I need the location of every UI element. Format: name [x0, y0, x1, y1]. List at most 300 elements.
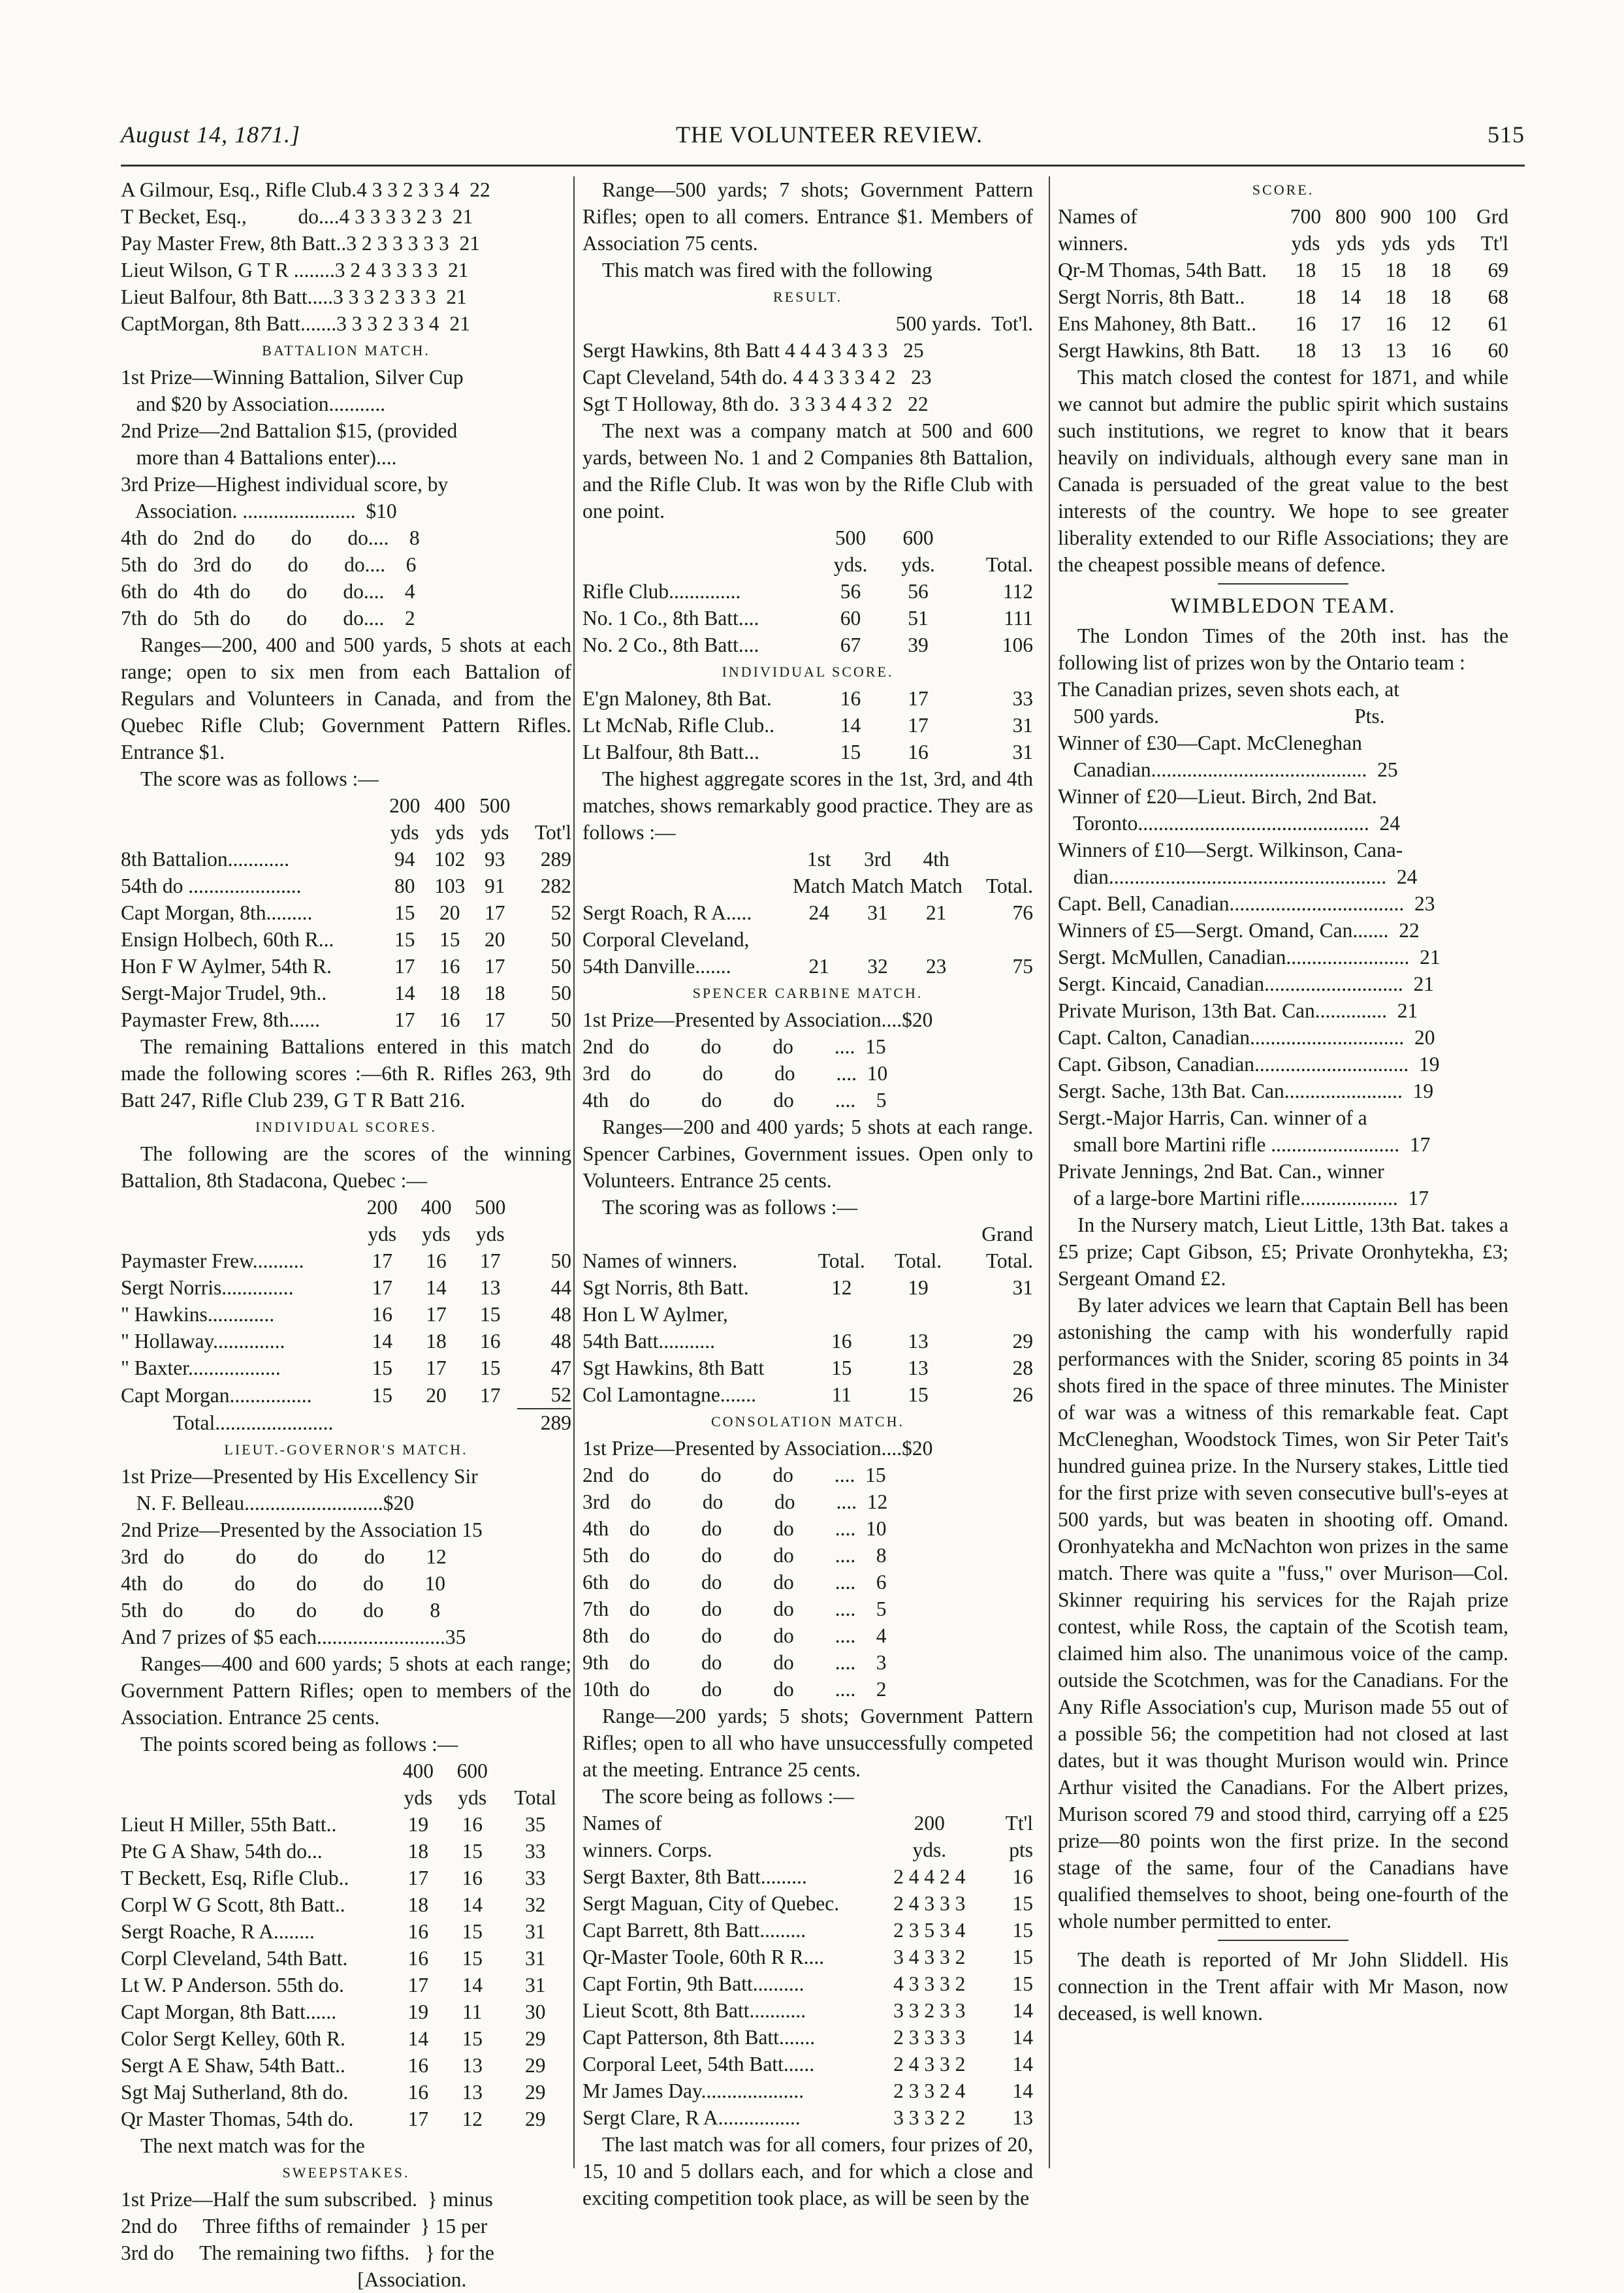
- table-cell: 17: [480, 1249, 501, 1272]
- table-cell: yds: [435, 821, 464, 844]
- table-cell: Capt Barrett, 8th Batt.........: [582, 1919, 806, 1942]
- article-title: WIMBLEDON TEAM.: [1170, 594, 1396, 618]
- prize-line: 2nd do Three fifths of remainder } 15 per: [121, 2215, 488, 2237]
- table-cell: 19: [407, 2000, 429, 2023]
- table-cell: Sergt Norris, 8th Batt..: [1058, 285, 1245, 308]
- prize-line: 2nd Prize—Presented by the Association 15: [121, 1518, 483, 1541]
- table-cell: Corpl W G Scott, 8th Batt..: [121, 1893, 345, 1916]
- paragraph: The score being as follows :—: [602, 1785, 854, 1808]
- table-cell: [409, 1409, 464, 1436]
- table-cell: 54th do ......................: [121, 874, 302, 897]
- table-header: [121, 819, 571, 846]
- table-header: [1058, 203, 1508, 230]
- table-row: [582, 899, 1033, 926]
- paragraph: In the Nursery match, Lieut Little, 13th Bat. takes a £5 prize; Capt Gibson, £5; Private Oronhytekha, £3; Sergeant Omand £2.: [1058, 1213, 1508, 1290]
- table-header: [582, 524, 1033, 551]
- paragraph: This match closed the contest for 1871, and while we cannot but admire the public spirit which sustains such institutions, we regret to know that it bears heavily on individuals, although every sane man in Canada is persuaded of the great value to the best interests of the country. We hope to see greater liberality extended to our Rifle Associations; they are the cheapest possible means of defence.: [1058, 366, 1508, 576]
- section-rule: [1218, 583, 1348, 585]
- table-row: [582, 1917, 1033, 1944]
- prize-line: Sergt.-Major Harris, Can. winner of a: [1058, 1106, 1367, 1129]
- table-row: [582, 1274, 1033, 1301]
- table-cell: 14: [1012, 2026, 1033, 2049]
- prize-line: Sergt. McMullen, Canadian........................ 21: [1058, 946, 1441, 969]
- table-cell: Names of: [1058, 205, 1138, 228]
- prize-line: 7th do do do .... 5: [582, 1597, 887, 1620]
- table-cell: Total.: [894, 1249, 942, 1272]
- table-cell: 31: [525, 1974, 546, 1996]
- table-cell: Sgt Hawkins, 8th Batt: [582, 1356, 765, 1379]
- table-row: [1058, 283, 1508, 310]
- table-cell: 17: [908, 687, 929, 710]
- table-cell: 91: [484, 874, 505, 897]
- prize-line: 1st Prize—Presented by Association....$20: [582, 1008, 933, 1031]
- table-row: [121, 873, 571, 899]
- table-cell: [517, 1221, 571, 1247]
- table-cell: 16: [462, 1813, 483, 1836]
- table-header: [121, 792, 571, 819]
- table-cell: Ens Mahoney, 8th Batt..: [1058, 312, 1257, 335]
- score-line: Sergt Hawkins, 8th Batt 4 4 4 3 4 3 3 25: [582, 339, 924, 362]
- table-cell: 48: [550, 1303, 571, 1326]
- table-row: [582, 1328, 1033, 1355]
- paragraph: The death is reported of Mr John Sliddell. His connection in the Trent affair with Mr Mason, now deceased, is well known.: [1058, 1948, 1508, 2025]
- table-cell: 60: [840, 607, 861, 630]
- table-cell: 2 4 3 3 3: [893, 1892, 966, 1915]
- table-header: [121, 1757, 571, 1784]
- table-cell: E'gn Maloney, 8th Bat.: [582, 687, 772, 710]
- header-page-number: 515: [1488, 121, 1525, 148]
- table-cell: 44: [550, 1276, 571, 1299]
- table-cell: 50: [550, 982, 571, 1004]
- table-cell: 17: [426, 1356, 447, 1379]
- table-header: [582, 1221, 1033, 1247]
- table-cell: 54th Batt...........: [582, 1330, 715, 1353]
- table-cell: 12: [1430, 312, 1452, 335]
- prize-line: And 7 prizes of $5 each.........................35: [121, 1626, 466, 1648]
- table-cell: Tt'l: [1480, 232, 1508, 255]
- table-cell: 15: [1012, 1972, 1033, 1995]
- table-cell: 14: [372, 1330, 392, 1353]
- table-cell: 20: [426, 1383, 447, 1407]
- table-cell: 11: [462, 2000, 483, 2023]
- table-cell: Grand: [981, 1223, 1033, 1245]
- table-row: [582, 953, 1033, 980]
- table-cell: [880, 1301, 956, 1328]
- table-cell: 24: [808, 901, 829, 924]
- prize-line: 2nd do do do .... 15: [582, 1035, 886, 1058]
- top-scores: [121, 176, 571, 337]
- table-row: [582, 632, 1033, 658]
- paragraph: The London Times of the 20th inst. has the following list of prizes won by the Ontario team :: [1058, 624, 1508, 674]
- table-header: [1058, 230, 1508, 257]
- page-header: [121, 121, 1525, 160]
- table-cell: 75: [1012, 955, 1033, 978]
- table-cell: 32: [867, 955, 888, 978]
- table-cell: 3 4 3 3 2: [893, 1946, 966, 1968]
- table-cell: 8th Battalion............: [121, 848, 290, 871]
- table-cell: [500, 1757, 571, 1784]
- table-cell: 30: [525, 2000, 546, 2023]
- table-cell: Sergt Norris..............: [121, 1276, 294, 1299]
- paragraph: The next match was for the: [140, 2134, 365, 2157]
- table-cell: yds: [1426, 232, 1456, 255]
- table-cell: 600: [902, 526, 934, 549]
- table-cell: Lieut H Miller, 55th Batt..: [121, 1813, 337, 1836]
- table-cell: 31: [525, 1920, 546, 1943]
- table-cell: 68: [1488, 285, 1508, 308]
- table-cell: 4 3 3 3 2: [893, 1972, 966, 1995]
- table-cell: [121, 792, 382, 819]
- table-cell: Sergt Roache, R A........: [121, 1920, 315, 1943]
- table-cell: Pte G A Shaw, 54th do...: [121, 1840, 323, 1863]
- table-cell: 15: [462, 1840, 483, 1863]
- company-table: [582, 524, 1033, 658]
- section-heading: LIEUT.-GOVERNOR'S MATCH.: [224, 1441, 468, 1458]
- table-cell: 14: [1012, 2079, 1033, 2102]
- table-cell: Sergt Baxter, 8th Batt.........: [582, 1865, 807, 1888]
- prize-line: 2nd do do do .... 15: [582, 1464, 886, 1486]
- table-row: [582, 1944, 1033, 1970]
- section-heading: CONSOLATION MATCH.: [710, 1413, 904, 1430]
- table-cell: 400: [434, 794, 466, 817]
- table-cell: 14: [426, 1276, 447, 1299]
- prize-line: 1st Prize—Winning Battalion, Silver Cup: [121, 366, 464, 389]
- paragraph: The next was a company match at 500 and 600 yards, between No. 1 and 2 Companies 8th Battalion, and the Rifle Club. It was won by the Rifle Club with one point.: [582, 419, 1033, 522]
- table-cell: 100: [1425, 205, 1457, 228]
- table-cell: 20: [439, 901, 460, 924]
- table-cell: yds.: [901, 553, 935, 576]
- total-row: [121, 1409, 571, 1436]
- prize-line: Sergt. Kincaid, Canadian........................... 21: [1058, 972, 1434, 995]
- table-cell: Tt'l: [1005, 1812, 1033, 1835]
- table-cell: 16: [439, 955, 460, 978]
- table-cell: yds.: [912, 1838, 947, 1861]
- prize-line: 6th do 4th do do do.... 4: [121, 580, 415, 603]
- table-cell: 20: [484, 928, 505, 951]
- table-cell: Col Lamontagne.......: [582, 1383, 756, 1406]
- table-cell: Sgt Norris, 8th Batt.: [582, 1276, 749, 1299]
- table-cell: 102: [434, 848, 466, 871]
- prize-line: Winner of £30—Capt. McCleneghan: [1058, 731, 1362, 754]
- individual-table: [121, 1194, 571, 1436]
- table-cell: 29: [525, 2054, 546, 2077]
- table-cell: yds.: [833, 553, 868, 576]
- table-cell: 33: [525, 1867, 546, 1889]
- prize-line: N. F. Belleau...........................$20: [121, 1492, 414, 1515]
- table-cell: 2 4 3 3 2: [893, 2053, 966, 2076]
- prize-line: 3rd do do do do 12: [121, 1545, 447, 1568]
- table-cell: 56: [908, 580, 929, 603]
- table-cell: 12: [462, 2108, 483, 2130]
- paragraph: The remaining Battalions entered in this match made the following scores :—6th R. Rifles 263, 9th Batt 247, Rifle Club 239, G T R Batt 216.: [121, 1035, 571, 1112]
- table-cell: Total.: [985, 874, 1033, 897]
- table-cell: Rifle Club..............: [582, 580, 741, 603]
- table-cell: [1247, 203, 1283, 230]
- table-cell: 15: [372, 1356, 392, 1379]
- table-cell: 2 4 4 2 4: [893, 1865, 966, 1888]
- table-cell: 18: [1295, 285, 1316, 308]
- table-cell: [121, 1221, 355, 1247]
- table-cell: 93: [484, 848, 505, 871]
- prize-line: 10th do do do .... 2: [582, 1678, 887, 1701]
- table-cell: Corporal Cleveland,: [582, 928, 750, 951]
- score-line: CaptMorgan, 8th Batt.......3 3 3 2 3 3 4 21: [121, 312, 470, 335]
- aggregate-table: [582, 846, 1033, 980]
- table-row: [582, 1970, 1033, 1997]
- table-cell: Match: [793, 874, 846, 897]
- prize-line: Canadian.......................................... 25: [1058, 758, 1398, 781]
- table-cell: Names of winners.: [582, 1249, 738, 1272]
- table-cell: 60: [1488, 339, 1508, 362]
- score-line: Lieut Wilson, G T R ........3 2 4 3 3 3 3 21: [121, 259, 469, 281]
- prize-line: Private Jennings, 2nd Bat. Can., winner: [1058, 1160, 1384, 1183]
- table-cell: [789, 926, 848, 953]
- table-cell: 15: [439, 928, 460, 951]
- table-cell: [121, 1784, 391, 1811]
- table-cell: T Beckett, Esq, Rifle Club..: [121, 1867, 349, 1889]
- table-row: [582, 605, 1033, 632]
- table-row: [121, 1355, 571, 1381]
- table-cell: 2 3 5 3 4: [893, 1919, 966, 1942]
- table-cell: 15: [840, 741, 861, 763]
- table-cell: Paymaster Frew, 8th......: [121, 1008, 321, 1031]
- prize-line: 500 yards. Pts.: [1058, 705, 1385, 728]
- table-cell: [463, 1409, 517, 1436]
- table-cell: Qr Master Thomas, 54th do.: [121, 2108, 354, 2130]
- score-line: Pay Master Frew, 8th Batt..3 2 3 3 3 3 3 21: [121, 232, 481, 255]
- table-cell: [582, 524, 817, 551]
- table-row: [121, 2052, 571, 2079]
- table-cell: winners. Corps.: [582, 1838, 712, 1861]
- prize-line: 1st Prize—Presented by His Excellency Sir: [121, 1465, 478, 1488]
- table-cell: Total.: [985, 1249, 1033, 1272]
- prize-line: 5th do do do do 8: [121, 1599, 441, 1622]
- table-cell: 31: [1012, 741, 1033, 763]
- table-cell: 14: [1012, 2053, 1033, 2076]
- table-cell: 18: [1430, 285, 1452, 308]
- table-cell: " Baxter..................: [121, 1356, 281, 1379]
- table-cell: 4th: [923, 848, 949, 871]
- table-cell: 14: [462, 1974, 483, 1996]
- table-cell: 61: [1488, 312, 1508, 335]
- table-cell: 94: [394, 848, 415, 871]
- prize-line: 4th do do do do 10: [121, 1572, 446, 1595]
- table-cell: 16: [908, 741, 929, 763]
- sweepstakes: [121, 2186, 571, 2293]
- table-row: [121, 980, 571, 1006]
- table-cell: 39: [908, 633, 929, 656]
- table-row: [582, 1863, 1033, 1890]
- table-cell: 48: [550, 1330, 571, 1353]
- table-cell: 13: [1385, 339, 1407, 362]
- paragraph: By later advices we learn that Captain Bell has been astonishing the camp with his wonderfully rapid performances with the Snider, scoring 85 points in 34 shots fired in the space of three minutes. The Minister of war was a witness of this remarkable feat. Capt McCleneghan, Woodstock Times, won Sir Peter Tait's hundred guinea prize. In the Nursery stakes, Little tied for the first prize with seven consecutive bull's-eyes at 500 yards, but was beaten in shooting off. Omand. Oronhyatekha and McNachton won prizes in the same match. There was quite a "fuss," over Murison—Col. Skinner requiring his services for the Rajah prize contest, while Ross, the captain of the Scotish team, claimed him also. The unanimous voice of the camp. outside the Scotchmen, was for the Canadians. For the Any Rifle Association's cup, Murison made 55 out of a possible 56; the competition had not closed at last dates, but it was thought Murison would win. Prince Arthur visited the Canadians. For the Albert prizes, Murison scored 79 and stood third, carrying off a £25 prize—80 points won the first prize. In the second stage of the same, four of the Canadians have qualified themselves to shoot, being one-fourth of the whole number permitted to enter.: [1058, 1294, 1508, 1932]
- table-cell: 400: [402, 1759, 434, 1782]
- table-cell: [582, 551, 817, 578]
- table-row: [1058, 257, 1508, 283]
- table-cell: Corpl Cleveland, 54th Batt.: [121, 1947, 348, 1970]
- paragraph: Range—500 yards; 7 shots; Government Pattern Rifles; open to all comers. Entrance $1. Members of Association 75 cents.: [582, 178, 1033, 255]
- table-cell: Paymaster Frew..........: [121, 1249, 304, 1272]
- table-cell: 500: [479, 794, 511, 817]
- table-cell: 16: [407, 1947, 429, 1970]
- table-cell: 15: [831, 1356, 852, 1379]
- table-cell: 16: [1012, 1865, 1033, 1888]
- prize-line: Capt. Bell, Canadian.................................. 23: [1058, 892, 1435, 915]
- table-cell: 16: [1385, 312, 1407, 335]
- table-cell: Match: [910, 874, 963, 897]
- table-cell: 2 3 3 2 4: [893, 2079, 966, 2102]
- table-cell: 15: [394, 928, 415, 951]
- table-cell: Match: [851, 874, 904, 897]
- table-cell: [952, 524, 1033, 551]
- table-cell: [880, 1221, 956, 1247]
- table-cell: 400: [421, 1196, 452, 1219]
- table-cell: 69: [1488, 259, 1508, 281]
- prize-line: 6th do do do .... 6: [582, 1571, 887, 1594]
- table-cell: 18: [1295, 259, 1316, 281]
- prize-line: Association. ...................... $10: [121, 500, 397, 522]
- table-row: [582, 1381, 1033, 1408]
- table-cell: yds: [404, 1786, 433, 1809]
- section-heading: SWEEPSTAKES.: [282, 2164, 410, 2181]
- table-cell: Qr-M Thomas, 54th Batt.: [1058, 259, 1267, 281]
- score-line: Lieut Balfour, 8th Batt.....3 3 3 2 3 3 3 21: [121, 285, 467, 308]
- table-cell: yds: [422, 1223, 451, 1245]
- table-cell: 15: [372, 1383, 392, 1407]
- score-line: A Gilmour, Esq., Rifle Club.4 3 3 2 3 3 4 22: [121, 178, 490, 201]
- table-row: [121, 1006, 571, 1033]
- table-cell: Capt Patterson, 8th Batt.......: [582, 2026, 816, 2049]
- table-cell: yds: [1291, 232, 1320, 255]
- table-cell: 16: [480, 1330, 501, 1353]
- table-cell: Grd: [1476, 205, 1508, 228]
- table-cell: 14: [407, 2027, 429, 2050]
- table-cell: 16: [407, 2081, 429, 2104]
- table-cell: 18: [439, 982, 460, 1004]
- table-cell: Capt Fortin, 9th Batt..........: [582, 1972, 804, 1995]
- table-cell: 289: [517, 1409, 571, 1436]
- prize-line: Winner of £20—Lieut. Birch, 2nd Bat.: [1058, 785, 1377, 808]
- table-cell: 13: [908, 1356, 929, 1379]
- prize-line: 9th do do do .... 3: [582, 1651, 887, 1674]
- paragraph: The highest aggregate scores in the 1st, 3rd, and 4th matches, shows remarkably good practice. They are as follows :—: [582, 767, 1033, 844]
- table-cell: No. 1 Co., 8th Batt....: [582, 607, 759, 630]
- table-cell: 23: [925, 955, 947, 978]
- table-cell: " Hollaway..............: [121, 1330, 285, 1353]
- table-cell: Tot'l: [535, 821, 571, 844]
- table-cell: 17: [1340, 312, 1361, 335]
- table-cell: 14: [1012, 1999, 1033, 2022]
- paragraph: The score was as follows :—: [140, 767, 379, 790]
- table-cell: 29: [525, 2081, 546, 2104]
- prize-line: 3rd Prize—Highest individual score, by: [121, 473, 449, 496]
- prize-line: Winners of £5—Sergt. Omand, Can....... 22: [1058, 919, 1420, 942]
- table-cell: yds: [390, 821, 419, 844]
- table-row: [582, 2104, 1033, 2131]
- prize-line: 2nd Prize—2nd Battalion $15, (provided: [121, 419, 458, 442]
- table-row: [582, 1355, 1033, 1381]
- paragraph: The points scored being as follows :—: [140, 1733, 458, 1756]
- table-cell: 18: [484, 982, 505, 1004]
- consolation-table: [582, 1810, 1033, 2131]
- section-heading: INDIVIDUAL SCORES.: [255, 1119, 438, 1135]
- prize-line: small bore Martini rifle ......................... 17: [1058, 1133, 1431, 1156]
- table-cell: 76: [1012, 901, 1033, 924]
- table-row: [1058, 337, 1508, 364]
- table-header: [582, 1836, 1033, 1863]
- table-cell: 50: [550, 955, 571, 978]
- table-cell: 50: [550, 1008, 571, 1031]
- table-row: [582, 2051, 1033, 2077]
- prize-line: Toronto............................................. 24: [1058, 812, 1400, 835]
- table-row: [121, 1865, 571, 1891]
- table-row: [121, 1998, 571, 2025]
- table-cell: 700: [1290, 205, 1322, 228]
- table-cell: [907, 926, 966, 953]
- table-cell: 11: [831, 1383, 852, 1406]
- table-cell: 21: [925, 901, 947, 924]
- table-cell: 200: [366, 1196, 398, 1219]
- score-line: Sgt T Holloway, 8th do. 3 3 3 4 4 3 2 22: [582, 393, 929, 415]
- table-row: [121, 1301, 571, 1328]
- table-cell: Lieut Scott, 8th Batt...........: [582, 1999, 806, 2022]
- battalion-table: [121, 792, 571, 1033]
- table-cell: 500: [835, 526, 867, 549]
- paragraph: This match was fired with the following: [602, 259, 932, 281]
- table-cell: 16: [840, 687, 861, 710]
- table-cell: 17: [484, 901, 505, 924]
- table-cell: 13: [908, 1330, 929, 1353]
- table-cell: 15: [480, 1303, 501, 1326]
- prize-line: 5th do 3rd do do do.... 6: [121, 553, 417, 576]
- table-cell: 3 3 3 2 2: [893, 2106, 966, 2129]
- table-cell: Hon F W Aylmer, 54th R.: [121, 955, 332, 978]
- table-cell: 67: [840, 633, 861, 656]
- table-cell: 52: [550, 901, 571, 924]
- column-3: [1058, 176, 1508, 2027]
- table-cell: [803, 1301, 880, 1328]
- table-cell: 600: [456, 1759, 488, 1782]
- table-cell: yds: [475, 1223, 505, 1245]
- table-cell: Total: [514, 1786, 556, 1809]
- table-cell: 16: [439, 1008, 460, 1031]
- table-row: [121, 846, 571, 873]
- table-cell: [121, 819, 382, 846]
- points-table: [121, 1757, 571, 2132]
- table-cell: 31: [525, 1947, 546, 1970]
- table-cell: 15: [1012, 1892, 1033, 1915]
- table-cell: Capt Morgan, 8th Batt......: [121, 2000, 337, 2023]
- table-cell: 282: [540, 874, 571, 897]
- table-cell: 50: [550, 928, 571, 951]
- table-cell: 26: [1012, 1383, 1033, 1406]
- table-cell: 1st: [806, 848, 831, 871]
- table-cell: [355, 1409, 409, 1436]
- table-header: 500 yards. Tot'l.: [895, 312, 1033, 335]
- table-cell: 18: [407, 1893, 429, 1916]
- table-cell: 17: [908, 714, 929, 737]
- table-header: [582, 873, 1033, 899]
- table-row: [582, 1890, 1033, 1917]
- column-2: [582, 176, 1033, 2211]
- table-cell: Hon L W Aylmer,: [582, 1303, 728, 1326]
- table-cell: [582, 846, 789, 873]
- table-cell: 800: [1335, 205, 1367, 228]
- table-cell: [517, 792, 571, 819]
- table-cell: 14: [840, 714, 861, 737]
- table-row: [582, 926, 1033, 953]
- table-cell: 18: [1295, 339, 1316, 362]
